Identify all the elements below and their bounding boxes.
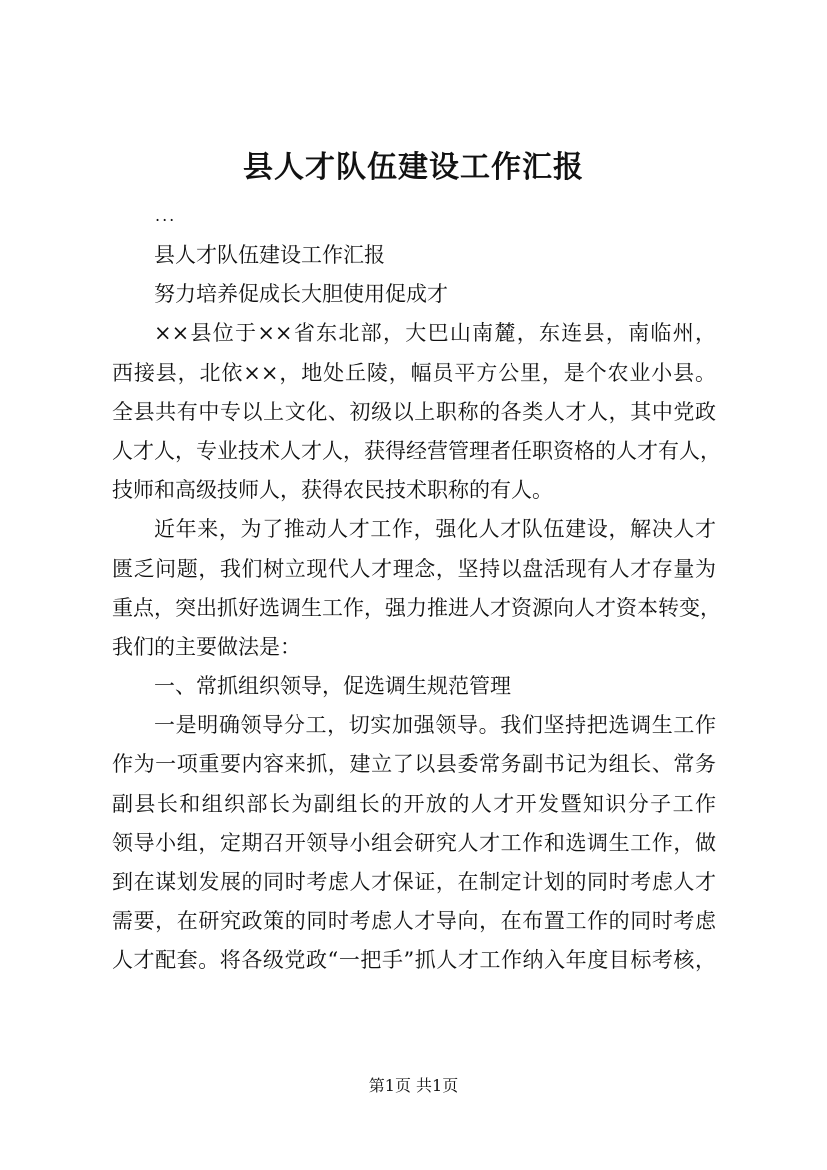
page-footer: 第1页 共1页	[368, 1076, 459, 1095]
body-line-8: 近年来，为了推动人才工作，强化人才队伍建设，解决人才	[154, 517, 716, 542]
body-line-7: 技师和高级技师人，获得农民技术职称的有人。	[112, 478, 553, 503]
body-line-4: 西接县，北依××，地处丘陵，幅员平方公里，是个农业小县。	[112, 360, 716, 385]
body-line-17: 到在谋划发展的同时考虑人才保证，在制定计划的同时考虑人才	[112, 870, 716, 894]
body-line-3: ××县位于××省东北部，大巴山南麓，东连县，南临州，	[154, 321, 716, 346]
body-line-18: 需要，在研究政策的同时考虑人才导向，在布置工作的同时考虑	[112, 909, 716, 934]
body-line-5: 全县共有中专以上文化、初级以上职称的各类人才人，其中党政	[112, 399, 716, 424]
document-title: 县人才队伍建设工作汇报	[243, 150, 584, 185]
body-line-19: 人才配套。将各级党政“一把手”抓人才工作纳入年度目标考核，	[112, 948, 716, 973]
body-line-14: 作为一项重要内容来抓，建立了以县委常务副书记为组长、常务	[112, 752, 716, 777]
body-line-13: 一是明确领导分工，切实加强领导。我们坚持把选调生工作	[154, 713, 716, 738]
body-line-16: 领导小组，定期召开领导小组会研究人才工作和选调生工作，做	[112, 830, 716, 855]
body-line-2: 努力培养促成长大胆使用促成才	[154, 282, 448, 307]
body-line-10: 重点，突出抓好选调生工作，强力推进人才资源向人才资本转变，	[112, 595, 721, 620]
body-line-6: 人才人，专业技术人才人，获得经营管理者任职资格的人才有人，	[112, 438, 721, 463]
document-body	[112, 236, 721, 981]
body-line-9: 匮乏问题，我们树立现代人才理念，坚持以盘活现有人才存量为	[112, 556, 716, 581]
ellipsis-mark: ...	[155, 206, 177, 225]
body-line-11: 我们的主要做法是：	[112, 634, 301, 659]
section-heading: 一、常抓组织领导，促选调生规范管理	[154, 674, 511, 699]
body-line-15: 副县长和组织部长为副组长的开放的人才开发暨知识分子工作	[112, 791, 716, 816]
body-line-1: 县人才队伍建设工作汇报	[154, 243, 385, 267]
